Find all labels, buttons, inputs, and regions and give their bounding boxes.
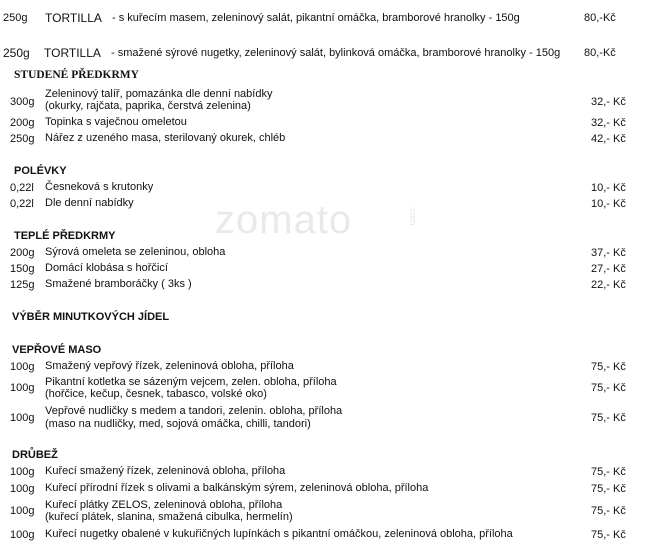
- item-desc-line2: (hořčice, kečup, česnek, tabasco, volské oko): [45, 388, 267, 400]
- item-desc-line1: Dle denní nabídky: [45, 197, 134, 209]
- item-desc-line1: Kuřecí nugetky obalené v kukuřičných lupínkách s pikantní omáčkou, zeleninová obloha, příloha: [45, 528, 513, 540]
- item-qty: 100g: [10, 529, 35, 541]
- item-qty: 125g: [10, 279, 35, 291]
- item-qty: 100g: [10, 483, 35, 495]
- item-price: 80,-Kč: [584, 47, 616, 59]
- item-qty: 100g: [10, 505, 35, 517]
- item-desc-line1: Smažený vepřový řízek, zeleninová obloha, příloha: [45, 360, 294, 372]
- zomato-watermark-suffix: .com: [408, 206, 418, 226]
- item-desc-line1: Česneková s krutonky: [45, 181, 154, 193]
- item-qty: 100g: [10, 382, 35, 394]
- item-qty: 100g: [10, 466, 35, 478]
- item-qty: 200g: [10, 117, 35, 129]
- item-price: 75,- Kč: [591, 529, 626, 541]
- item-price: 10,- Kč: [591, 198, 626, 210]
- item-desc-line1: Nářez z uzeného masa, sterilovaný okurek, chléb: [45, 132, 286, 144]
- section-title-drubez: DRŮBEŽ: [12, 449, 58, 461]
- item-qty: 100g: [10, 412, 35, 424]
- item-price: 80,-Kč: [584, 12, 616, 24]
- section-title-polevky: POLÉVKY: [14, 165, 67, 177]
- item-price: 32,- Kč: [591, 117, 626, 129]
- item-price: 42,- Kč: [591, 133, 626, 145]
- item-qty: 250g: [3, 12, 28, 24]
- item-desc-line1: Sýrová omeleta se zeleninou, obloha: [45, 246, 226, 258]
- item-desc-line2: (okurky, rajčata, paprika, čerstvá zelenina): [45, 100, 251, 112]
- item-price: 75,- Kč: [591, 466, 626, 478]
- item-price: 75,- Kč: [591, 505, 626, 517]
- section-title-teple: TEPLÉ PŘEDKRMY: [14, 230, 116, 242]
- item-price: 22,- Kč: [591, 279, 626, 291]
- item-price: 75,- Kč: [591, 361, 626, 373]
- item-price: 32,- Kč: [591, 96, 626, 108]
- item-desc-line1: Domácí klobása s hořčicí: [45, 262, 168, 274]
- item-qty: 200g: [10, 247, 35, 259]
- item-name: TORTILLA: [45, 11, 102, 25]
- item-name: TORTILLA: [44, 46, 101, 60]
- item-price: 75,- Kč: [591, 382, 626, 394]
- item-qty: 150g: [10, 263, 35, 275]
- item-desc-line1: Vepřové nudličky s medem a tandori, zelenin. obloha, příloha: [45, 405, 343, 417]
- item-price: 37,- Kč: [591, 247, 626, 259]
- item-price: 75,- Kč: [591, 412, 626, 424]
- item-qty: 250g: [3, 46, 30, 60]
- item-desc-line2: (kuřecí plátek, slanina, smažená cibulka, hermelín): [45, 511, 293, 523]
- item-qty: 0,22l: [10, 198, 34, 210]
- item-qty: 300g: [10, 96, 35, 108]
- section-title-vyber: VÝBĚR MINUTKOVÝCH JÍDEL: [12, 311, 170, 323]
- zomato-watermark: zomato: [215, 198, 353, 242]
- item-desc-line1: Smažené bramboráčky ( 3ks ): [45, 278, 192, 290]
- item-desc: - s kuřecím masem, zeleninový salát, pikantní omáčka, bramborové hranolky - 150g: [112, 12, 520, 24]
- item-desc-line2: (maso na nudličky, med, sojová omáčka, chilli, tandori): [45, 418, 311, 430]
- item-price: 10,- Kč: [591, 182, 626, 194]
- item-price: 75,- Kč: [591, 483, 626, 495]
- item-price: 27,- Kč: [591, 263, 626, 275]
- item-desc-line1: Kuřecí plátky ZELOS, zeleninová obloha, příloha: [45, 499, 283, 511]
- item-qty: 100g: [10, 361, 35, 373]
- item-desc: - smažené sýrové nugetky, zeleninový salát, bylinková omáčka, bramborové hranolky - 150g: [111, 47, 561, 59]
- item-qty: 0,22l: [10, 182, 34, 194]
- item-desc-line1: Kuřecí přírodní řízek s olivami a balkánským sýrem, zeleninová obloha, příloha: [45, 482, 429, 494]
- item-desc-line1: Topinka s vaječnou omeletou: [45, 116, 187, 128]
- item-desc-line1: Kuřecí smažený řízek, zeleninová obloha, příloha: [45, 465, 286, 477]
- item-qty: 250g: [10, 133, 35, 145]
- section-title-studene: STUDENÉ PŘEDKRMY: [14, 69, 139, 81]
- item-desc-line1: Zeleninový talíř, pomazánka dle denní nabídky: [45, 88, 273, 100]
- item-desc-line1: Pikantní kotletka se sázeným vejcem, zelen. obloha, příloha: [45, 376, 337, 388]
- section-title-veprove: VEPŘOVÉ MASO: [12, 344, 102, 356]
